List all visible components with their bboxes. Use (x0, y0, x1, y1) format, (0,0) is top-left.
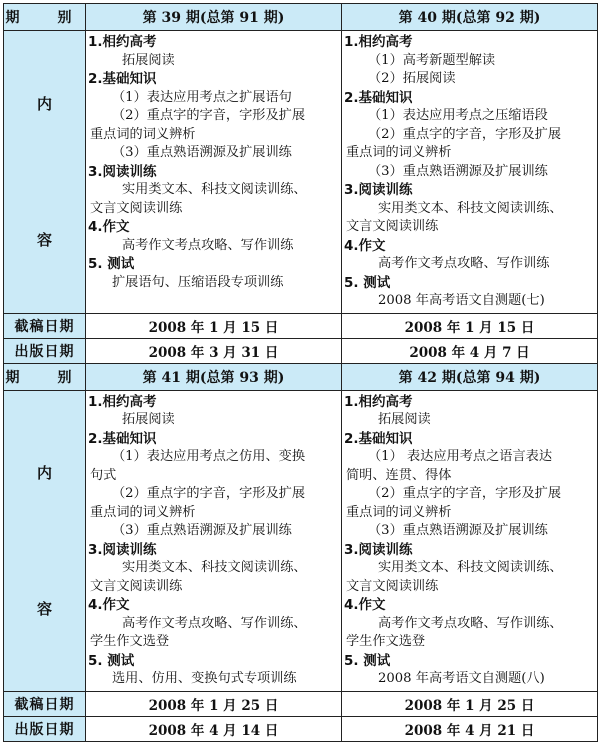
issue-content-cell (86, 390, 342, 691)
content-row-label (4, 390, 86, 691)
issue-content-cell (86, 31, 342, 314)
issue-header-row (4, 363, 598, 390)
content-line: （1） 表达应用考点之语言表达 (368, 449, 553, 464)
issue-title: 第 42 期(总第 94 期) (342, 363, 598, 390)
publish-label: 出版日期 (4, 716, 86, 741)
content-line: 实用类文本、科技文阅读训练、 (122, 560, 307, 575)
deadline-label: 截稿日期 (4, 313, 86, 338)
publish-row (4, 338, 598, 363)
content-line: （2）重点字的字音，字形及扩展 (112, 486, 306, 501)
content-line: 选用、仿用、变换句式专项训练 (112, 671, 297, 686)
section-heading: 1.相约高考 (344, 393, 413, 410)
content-line: 简明、连贯、得体 (346, 467, 452, 483)
content-line: 句式 (90, 467, 117, 483)
content-line: 学生作文选登 (90, 634, 170, 649)
content-line: 文言文阅读训练 (90, 578, 183, 594)
deadline-label: 截稿日期 (4, 691, 86, 716)
content-label-top: 内 (36, 95, 52, 114)
content-line: 重点词的词义辨析 (346, 145, 452, 160)
deadline-date: 2008 年 1 月 25 日 (86, 691, 342, 716)
issue-content-cell (342, 31, 598, 314)
content-label-bottom: 容 (36, 600, 52, 618)
publish-row (4, 716, 598, 741)
issue-header-row (4, 4, 598, 31)
content-line: 文言文阅读训练 (346, 578, 439, 594)
section-heading: 5. 测试 (88, 256, 135, 272)
section-heading: 1.相约高考 (344, 34, 413, 50)
section-heading: 3.阅读训练 (88, 541, 157, 558)
content-line: 学生作文选登 (346, 634, 426, 649)
publish-date: 2008 年 4 月 7 日 (342, 338, 598, 363)
content-line: 高考作文考点攻略、写作训练 (122, 237, 294, 253)
publish-date: 2008 年 4 月 14 日 (86, 716, 342, 741)
content-row (4, 31, 598, 314)
section-heading: 3.阅读训练 (88, 163, 157, 180)
content-line: （2）重点字的字音，字形及扩展 (368, 126, 562, 142)
publish-label: 出版日期 (4, 338, 86, 363)
section-heading: 5. 测试 (88, 652, 135, 669)
content-line: 实用类文本、科技文阅读训练、 (122, 182, 307, 197)
section-heading: 3.阅读训练 (344, 182, 413, 198)
section-heading: 4.作文 (344, 237, 386, 254)
issue-row-label: 期 别 (4, 4, 86, 31)
section-heading: 1.相约高考 (88, 34, 157, 50)
content-line: 拓展阅读 (122, 412, 175, 427)
content-line: （3）重点熟语溯源及扩展训练 (368, 523, 548, 538)
section-heading: 2.基础知识 (88, 430, 157, 447)
issue-title: 第 41 期(总第 93 期) (86, 363, 342, 390)
publish-date: 2008 年 3 月 31 日 (86, 338, 342, 363)
content-line: 重点词的词义辨析 (346, 504, 452, 520)
content-line: 实用类文本、科技文阅读训练、 (378, 200, 563, 216)
deadline-date: 2008 年 1 月 25 日 (342, 691, 598, 716)
section-heading: 4.作文 (88, 219, 130, 235)
content-label-bottom: 容 (36, 231, 52, 250)
content-line: 扩展语句、压缩语段专项训练 (112, 274, 284, 290)
content-row (4, 390, 598, 691)
section-heading: 2.基础知识 (88, 71, 157, 87)
content-line: （1）高考新题型解读 (368, 52, 496, 68)
section-heading: 4.作文 (88, 597, 130, 613)
deadline-row (4, 691, 598, 716)
issue-content-cell (342, 390, 598, 691)
content-line: （2）重点字的字音，字形及扩展 (112, 108, 306, 123)
issue-row-label: 期 别 (4, 363, 86, 390)
content-line: 重点词的词义辨析 (90, 126, 196, 142)
section-heading: 5. 测试 (344, 274, 391, 291)
content-line: 拓展阅读 (122, 52, 175, 68)
content-line: （3）重点熟语溯源及扩展训练 (368, 163, 548, 179)
section-heading: 4.作文 (344, 597, 386, 613)
content-line: （2）重点字的字音，字形及扩展 (368, 486, 562, 501)
content-line: 拓展阅读 (378, 412, 431, 427)
deadline-row (4, 313, 598, 338)
content-line: 文言文阅读训练 (346, 219, 439, 234)
content-line: （1）表达应用考点之仿用、变换 (112, 449, 306, 464)
content-row-label (4, 31, 86, 314)
section-heading: 2.基础知识 (344, 89, 413, 106)
content-line: （1）表达应用考点之压缩语段 (368, 108, 548, 123)
content-line: 高考作文考点攻略、写作训练、 (122, 615, 307, 631)
deadline-date: 2008 年 1 月 15 日 (86, 313, 342, 338)
content-line: 高考作文考点攻略、写作训练、 (378, 615, 563, 631)
content-line: 文言文阅读训练 (90, 200, 183, 216)
section-heading: 3.阅读训练 (344, 541, 413, 558)
content-line: 2008 年高考语文自测题(八) (378, 671, 545, 686)
content-line: 高考作文考点攻略、写作训练 (378, 256, 550, 271)
content-label-top: 内 (36, 464, 52, 482)
publish-date: 2008 年 4 月 21 日 (342, 716, 598, 741)
issue-schedule-table (3, 3, 598, 742)
section-heading: 1.相约高考 (88, 393, 157, 410)
content-line: 2008 年高考语文自测题(七) (378, 293, 545, 308)
content-line: （1）表达应用考点之扩展语句 (112, 89, 292, 105)
issue-title: 第 40 期(总第 92 期) (342, 4, 598, 31)
content-line: （3）重点熟语溯源及扩展训练 (112, 523, 292, 538)
section-heading: 5. 测试 (344, 652, 391, 669)
section-heading: 2.基础知识 (344, 430, 413, 447)
content-line: 实用类文本、科技文阅读训练、 (378, 560, 563, 575)
issue-title: 第 39 期(总第 91 期) (86, 4, 342, 31)
content-line: （3）重点熟语溯源及扩展训练 (112, 145, 292, 160)
content-line: 重点词的词义辨析 (90, 504, 196, 520)
deadline-date: 2008 年 1 月 15 日 (342, 313, 598, 338)
schedule-sheet (3, 3, 597, 742)
content-line: （2）拓展阅读 (368, 71, 456, 86)
